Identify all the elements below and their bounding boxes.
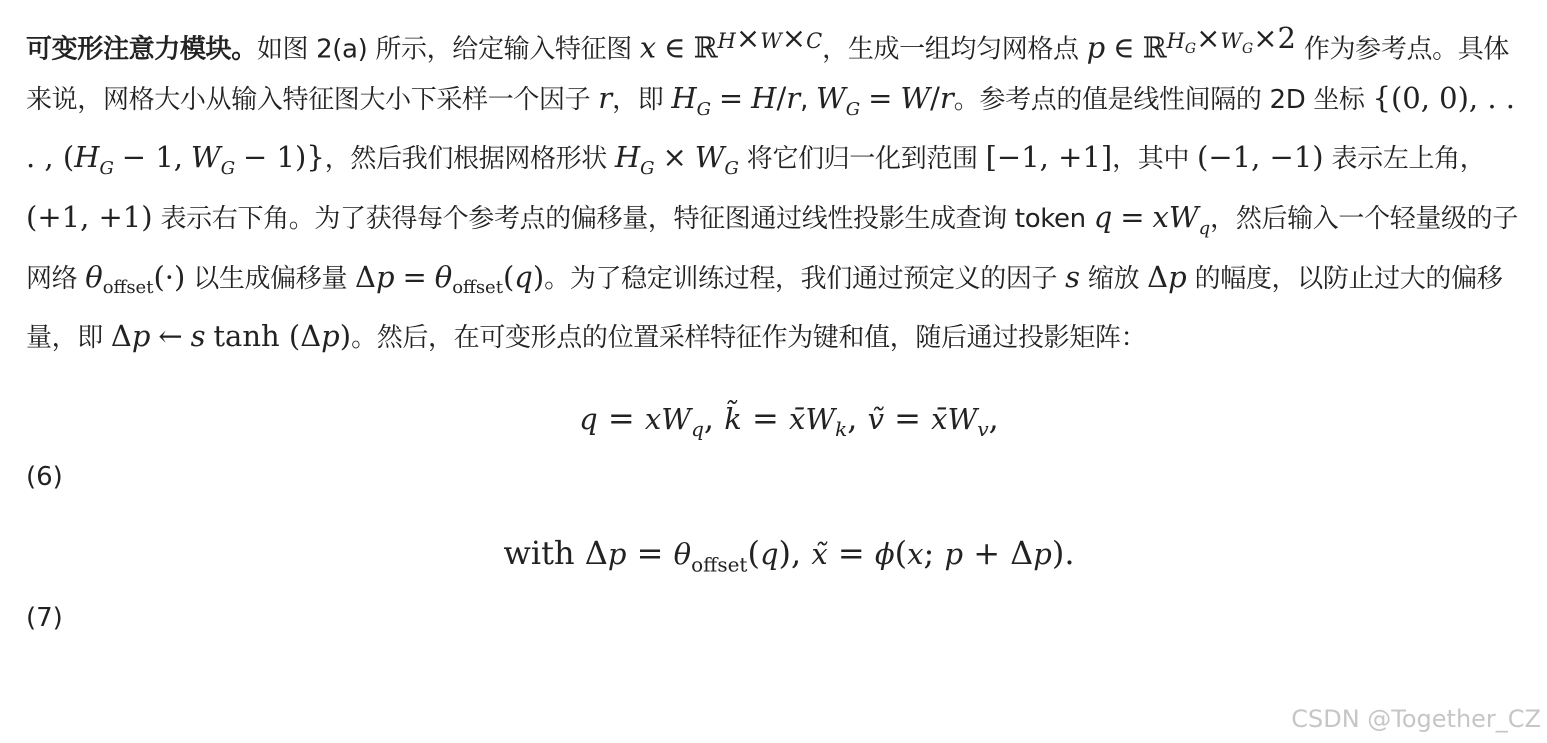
paragraph: 可变形注意力模块。如图 2(a) 所示，给定输入特征图 x ∈ ℝ$^{H\times W\times C}$，生成一组均匀网格点 p ∈ ℝ$^{H_G\times W_G\times 2}$ 作为参考点。具体来说，网格大小从输入特征图大小下采样一个因子 r，即 $H_G = H/r$, $W_G = W/r$。参考点的值是线性间隔的 2D 坐标 {(0, 0), . . . , ($H_G - 1$, $W_G - 1$)}，然后我们根据网格形状 $H_G \times W_G$ 将它们归一化到范围 [−1, +1]，其中 (−1, −1) 表示左上角，(+1, +1) 表示右下角。为了获得每个参考点的偏移量，特征图通过线性投影生成查询 token $q = xW_q$，然后输入一个轻量级的子网络 $\theta_{offset}(\cdot)$ 以生成偏移量 $\Delta p = \theta_{offset}(q)$。为了稳定训练过程，我们通过预定义的因子 s 缩放 Δp 的幅度，以防止过大的偏移量，即 Δp ← s tanh (Δp)。然后，在可变形点的位置采样特征作为键和值，随后通过投影矩阵：	[26, 21, 1518, 354]
equation-7: with $\Delta p = \theta_{offset}(q)$, x̃ = ϕ(x; p + Δp).	[503, 534, 1075, 577]
watermark: CSDN @Together_CZ	[1291, 705, 1541, 733]
equation-6: $q = xW_q$, k̃ = $x̄W_k$, ṽ = $x̄W_v$,	[579, 399, 999, 442]
paragraph-lead: 可变形注意力模块。	[26, 34, 257, 65]
article-body	[26, 14, 1526, 638]
equation-number-7: (7)	[26, 603, 63, 634]
equation-number-6: (6)	[26, 462, 63, 493]
